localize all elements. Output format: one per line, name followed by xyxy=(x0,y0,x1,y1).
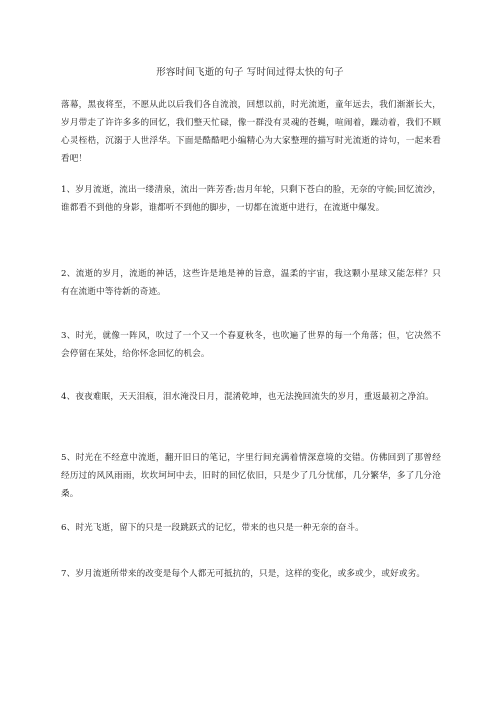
list-item-2: 2、流逝的岁月，流逝的神话，这些许是地是神的旨意，温柔的宇宙，我这颗小星球又能怎样？只有在流逝中等待新的奇迹。 xyxy=(61,269,441,297)
list-item-4: 4、夜夜难眠，天天泪痕，泪水淹没日月，混淆乾坤，也无法挽回流失的岁月，重返最初之净泊。 xyxy=(61,392,434,402)
list-item-3: 3、时光，就像一阵风，吹过了一个又一个春夏秋冬，也吹遍了世界的每一个角落；但，它决然不会停留在某处，给你怀念回忆的机会。 xyxy=(61,331,441,359)
list-item-5: 5、时光在不经意中流逝，翻开旧日的笔记，字里行间充满着情深意境的交错。仿佛回到了那曾经经历过的风风雨雨，坎坎坷坷中去，旧时的回忆依旧，只是少了几分忧郁，几分繁华，多了几分沧桑。 xyxy=(61,453,441,499)
list-item-1: 1、岁月流逝，流出一缕清泉，流出一阵芳香;齿月年轮，只剩下苍白的脸，无奈的守候;回忆流沙，谁都看不到他的身影，谁都听不到他的脚步，一切都在流逝中进行，在流逝中爆发。 xyxy=(61,185,441,213)
document-title: 形容时间飞逝的句子 写时间过得太快的句子 xyxy=(156,67,344,78)
intro-paragraph: 落幕，黑夜将至，不愿从此以后我们各自流浪，回想以前，时光流逝，童年远去，我们渐渐长大，岁月带走了许许多多的回忆，我们整天忙碌，像一群没有灵魂的苍蝇，喧闹着，躁动着，我们不顾心灵桎梏，沉溺于人世浮华。下面是酷酷吧小编精心为大家整理的描写时光流逝的诗句，一起来看看吧！ xyxy=(61,100,441,164)
list-item-6: 6、时光飞逝，留下的只是一段跳跃式的记忆，带来的也只是一种无奈的奋斗。 xyxy=(61,523,364,533)
list-item-7: 7、岁月流逝所带来的改变是每个人都无可抵抗的，只是，这样的变化，或多或少，或好或劣。 xyxy=(61,569,426,579)
